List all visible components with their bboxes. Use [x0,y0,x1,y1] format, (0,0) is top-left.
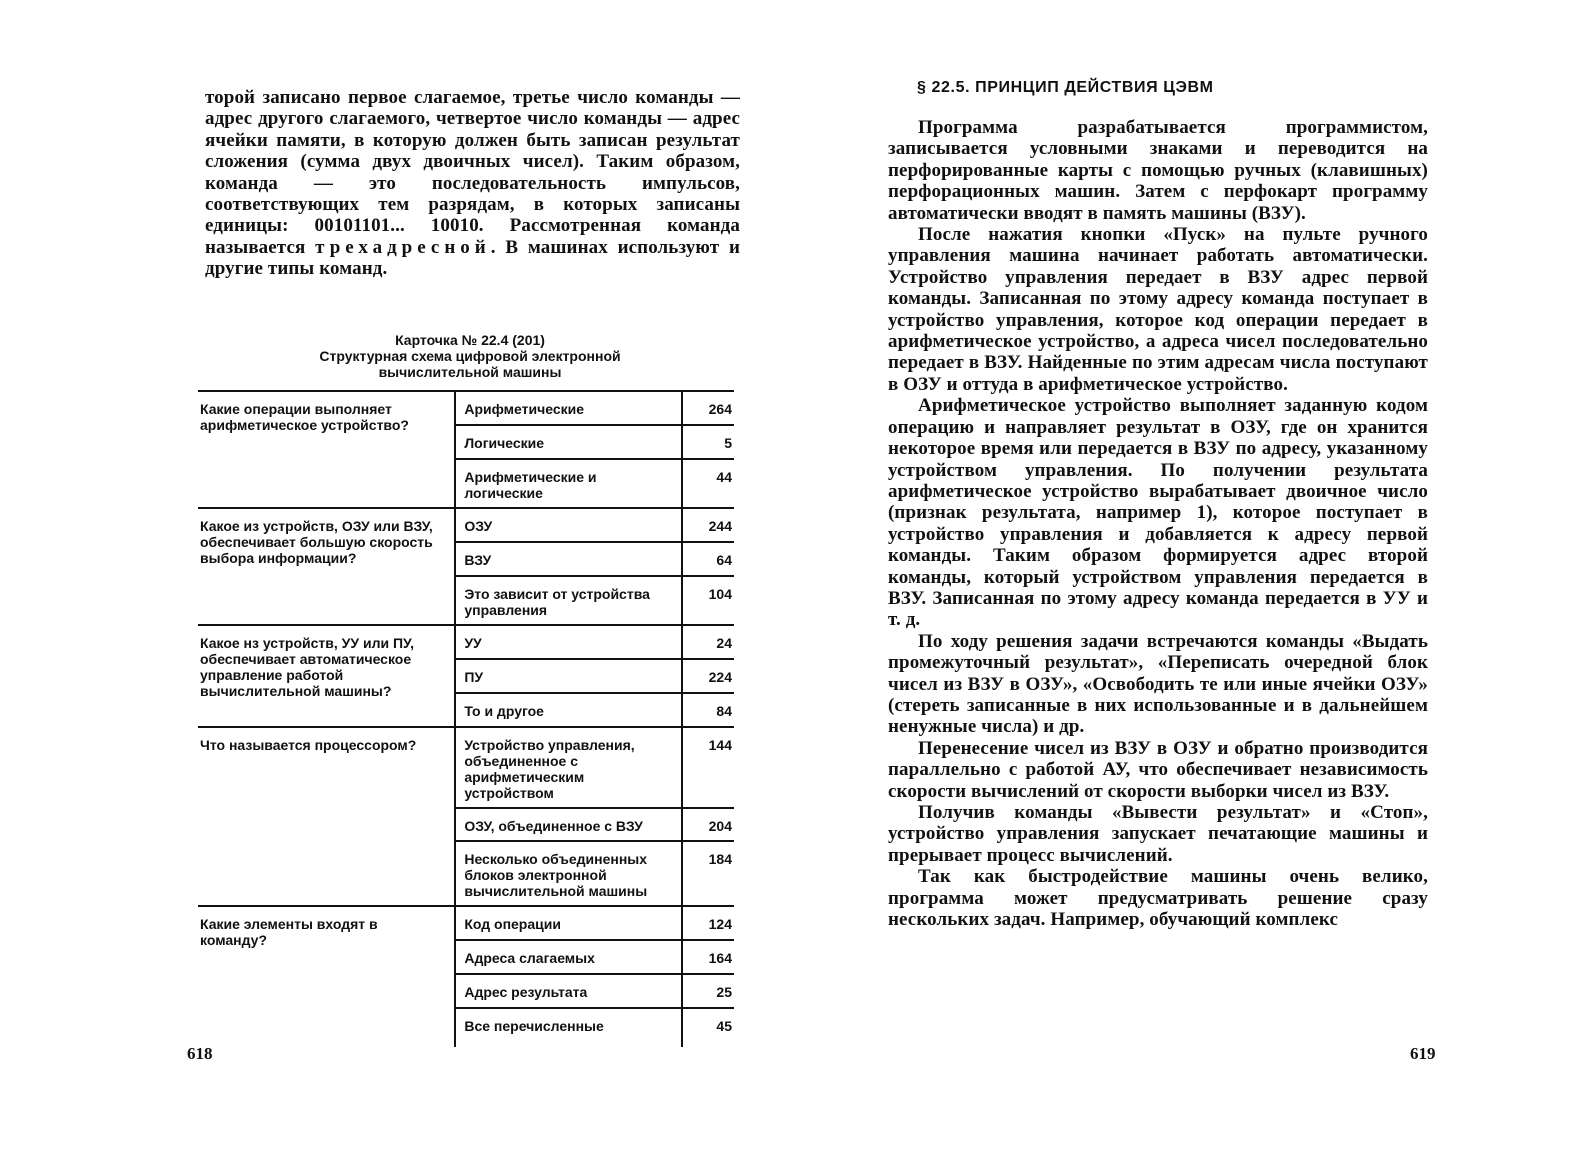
card-answer: Устройство управления, объединенное с арифметическим устройством [455,727,682,808]
left-text-term: трехадресной [315,236,491,258]
page-number-right: 619 [1410,1044,1436,1063]
card-question: Какие элементы входят в команду? [198,906,455,1047]
card-answer: Адреса слагаемых [455,940,682,974]
card-row [198,906,734,940]
card-row [198,727,734,808]
card-answer-code: 224 [682,659,734,693]
card-answer-code: 45 [682,1008,734,1047]
card-title-line2: Структурная схема цифровой электронной вычислительной машины [319,348,621,380]
left-page-text [205,87,740,280]
card-answer: Это зависит от устройства управления [455,576,682,625]
card-answer: ОЗУ, объединенное с ВЗУ [455,808,682,841]
card-row [198,391,734,425]
card-title-line1: Карточка № 22.4 (201) [395,332,545,348]
card-answer-code: 164 [682,940,734,974]
card-answer: ОЗУ [455,508,682,542]
card-answer: Арифметические [455,391,682,425]
card-answer: УУ [455,625,682,659]
card-title [275,332,665,380]
card-answer: Адрес результата [455,974,682,1008]
card-answer-code: 244 [682,508,734,542]
card-answer-code: 144 [682,727,734,808]
card-row [198,625,734,659]
left-text-start: торой записано первое слагаемое, третье число команды — адрес другого слагаемого, четвертое число команды — адрес ячейки памяти, в которую должен быть записан результат сложения (сумма двух двоичных чисел). Таким образом, команда — это последовательность импульсов, соответствующих тем разрядам, в которых записаны единицы: 00101101... 10010. Рассмотренная команда называется [205,87,740,258]
paragraph: Перенесение чисел из ВЗУ в ОЗУ и обратно производится параллельно с работой АУ, что обеспечивает независимость скорости вычислений от скорости выборки чисел из ВЗУ. [888,737,1428,802]
section-heading: § 22.5. ПРИНЦИП ДЕЙСТВИЯ ЦЭВМ [917,79,1214,96]
card-answer-code: 84 [682,693,734,727]
paragraph: По ходу решения задачи встречаются команды «Выдать промежуточный результат», «Переписать очередной блок чисел из ВЗУ в ОЗУ», «Освободить те или иные ячейки ОЗУ» (стереть записанные в них использованные и в дальнейшем ненужные числа) и др. [888,630,1428,738]
card-row [198,508,734,542]
card-question: Какое из устройств, ОЗУ или ВЗУ, обеспечивает большую скорость выбора информации? [198,508,455,625]
card-answer-code: 264 [682,391,734,425]
card-question: Какое нз устройств, УУ или ПУ, обеспечивает автоматическое управление работой вычислительной машины? [198,625,455,727]
paragraph: Получив команды «Вывести результат» и «Стоп», устройство управления запускает печатающие машины и прерывает процесс вычислений. [888,802,1428,866]
card-answer-code: 24 [682,625,734,659]
paragraph: Программа разрабатывается программистом, записывается условными знаками и переводится на перфорированные карты с помощью ручных (клавишных) перфорационных машин. Затем с перфокарт программу автоматически вводят в память машины (ВЗУ). [888,117,1428,224]
card-question: Какие операции выполняет арифметическое устройство? [198,391,455,508]
card-answer-code: 204 [682,808,734,841]
left-page [0,0,790,1153]
paragraph: Арифметическое устройство выполняет заданную кодом операцию и направляет результат в ОЗУ, где он хранится некоторое время или передается в ВЗУ по адресу, указанному устройством управления. По получении результата арифметическое устройство вырабатывает двоичное число (признак результата, например 1), которое поступает в устройство управления и добавляется к адресу первой команды. Таким образом формируется адрес второй команды, который устройством управления передается в ВЗУ. Записанная по этому адресу команда передается в УУ и т. д. [888,395,1428,631]
right-page-text [888,117,1428,930]
card-answer-code: 124 [682,906,734,940]
card-answer: Арифметические и логические [455,459,682,508]
card-answer: ПУ [455,659,682,693]
card-question: Что называется процессором? [198,727,455,906]
paragraph: После нажатия кнопки «Пуск» на пульте ручного управления машина начинает работать автоматически. Устройство управления передает в ВЗУ адрес первой команды. Записанная по этому адресу команда поступает в устройство управления, которое код операции передает в арифметическое устройство, а адреса чисел последовательно передает в ВЗУ. Найденные по этим адресам числа поступают в ОЗУ и оттуда в арифметическое устройство. [888,224,1428,395]
paragraph: Так как быстродействие машины очень велико, программа может предусматривать решение сразу нескольких задач. Например, обучающий комплекс [888,866,1428,931]
page-number-left: 618 [187,1044,213,1063]
card-answer: ВЗУ [455,542,682,576]
card-answer-code: 5 [682,425,734,459]
card-answer: Код операции [455,906,682,940]
card-answer: То и другое [455,693,682,727]
card-answer-code: 64 [682,542,734,576]
program-card-table [198,390,734,1047]
card-answer-code: 104 [682,576,734,625]
card-answer: Все перечисленные [455,1008,682,1047]
card-answer-code: 184 [682,841,734,906]
card-answer: Несколько объединенных блоков электронной вычислительной машины [455,841,682,906]
card-answer: Логические [455,425,682,459]
card-answer-code: 44 [682,459,734,508]
right-page [790,0,1583,1153]
left-text-end: . В машинах используют и другие типы команд. [205,236,740,280]
card-answer-code: 25 [682,974,734,1008]
